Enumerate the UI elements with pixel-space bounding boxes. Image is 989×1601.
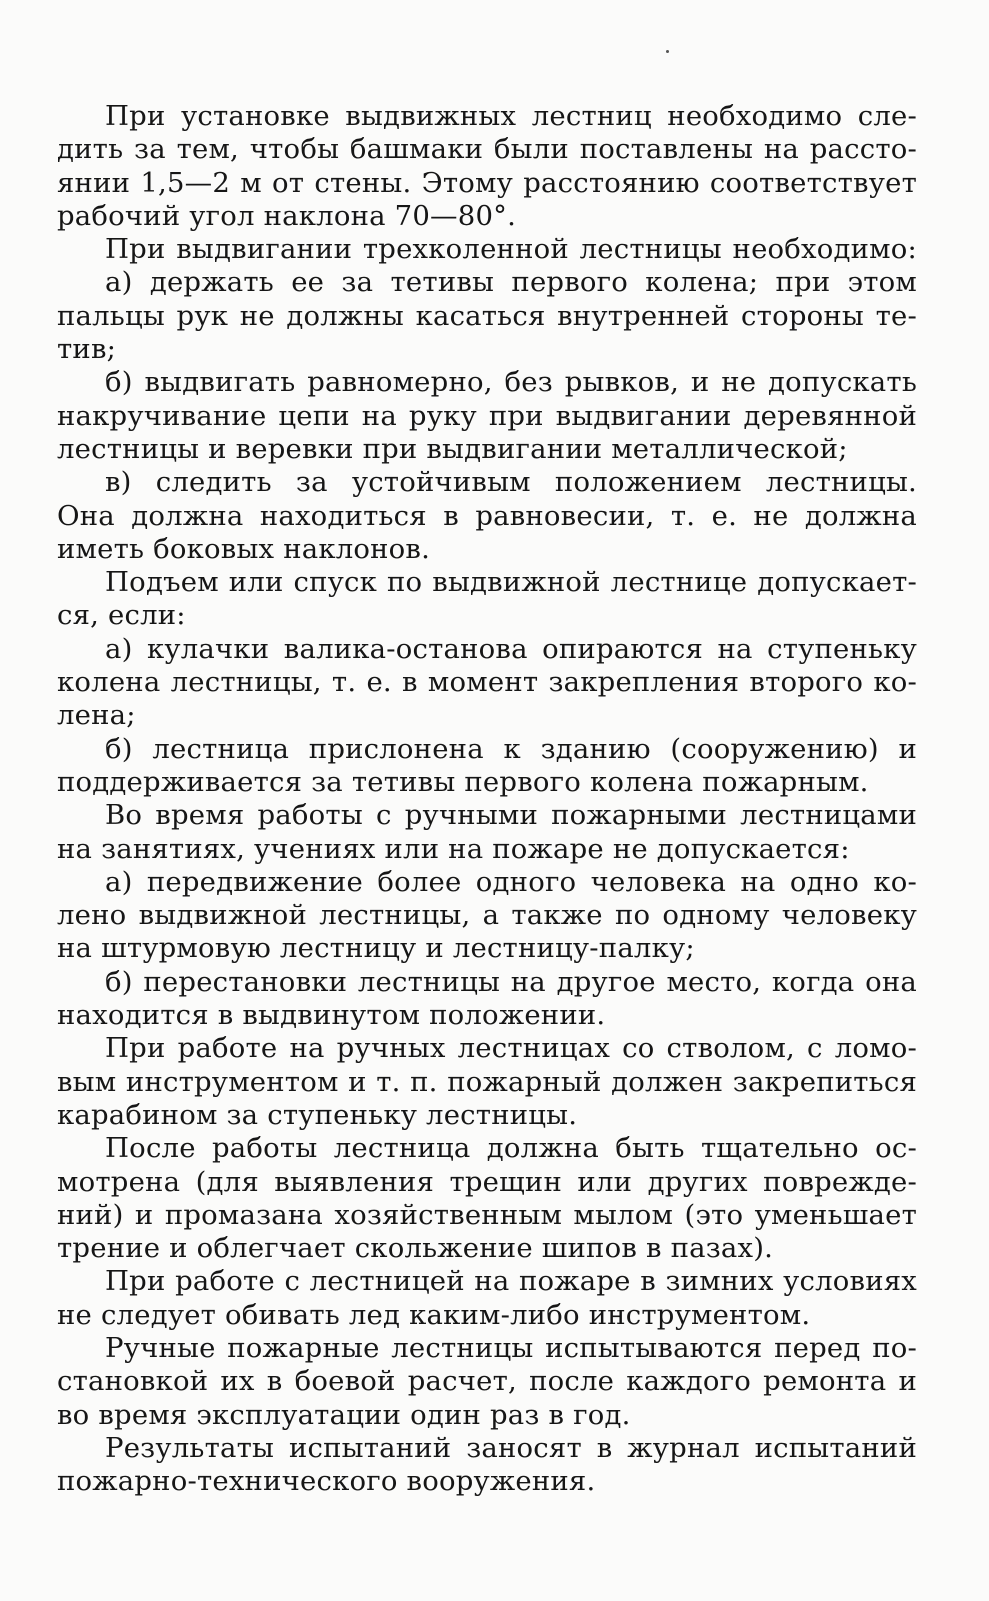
body-text [57, 100, 917, 1498]
text-line: на занятиях, учениях или на пожаре не допускается: [57, 832, 850, 865]
text-line: находится в выдвинутом положении. [57, 999, 606, 1032]
text-line: янии 1,5—2 м от стены. Этому расстоянию соответствует [57, 166, 917, 199]
text-line: трение и облегчает скольжение шипов в пазах). [57, 1232, 774, 1265]
text-line: При установке выдвижных лестниц необходимо сле- [105, 100, 917, 132]
text-line: рабочий угол наклона 70—80°. [57, 199, 517, 232]
text-line: б) выдвигать равномерно, без рывков, и не допускать [105, 366, 917, 399]
text-line: Ручные пожарные лестницы испытываются перед по- [105, 1331, 917, 1364]
text-line: не следует обивать лед каким-либо инструментом. [57, 1298, 811, 1331]
text-line: лено выдвижной лестницы, а также по одному человеку [57, 899, 917, 932]
text-line: мотрена (для выявления трещин или других поврежде- [57, 1165, 917, 1198]
text-line: пожарно-технического вооружения. [57, 1465, 596, 1498]
scan-speck [666, 50, 669, 53]
text-line: дить за тем, чтобы башмаки были поставлены на рассто- [57, 133, 917, 166]
text-line: При выдвигании трехколенной лестницы необходимо: [105, 233, 917, 266]
text-line: в) следить за устойчивым положением лестницы. [105, 466, 917, 499]
text-line: карабином за ступеньку лестницы. [57, 1098, 578, 1131]
text-line: ся, если: [57, 599, 186, 632]
text-line: После работы лестница должна быть тщательно ос- [105, 1132, 917, 1165]
text-line: б) лестница прислонена к зданию (сооружению) и [105, 732, 917, 765]
text-line: ний) и промазана хозяйственным мылом (это уменьшает [57, 1198, 917, 1231]
text-line: При работе с лестницей на пожаре в зимних условиях [105, 1265, 917, 1298]
text-line: вым инструментом и т. п. пожарный должен закрепиться [57, 1065, 917, 1098]
text-line: а) кулачки валика-останова опираются на ступеньку [105, 632, 917, 665]
text-line: При работе на ручных лестницах со стволом, с ломо- [105, 1032, 917, 1065]
text-line: тив; [57, 333, 117, 366]
text-line: во время эксплуатации один раз в год. [57, 1398, 631, 1431]
text-line: Подъем или спуск по выдвижной лестнице допускает- [105, 566, 917, 599]
text-line: колена лестницы, т. е. в момент закрепления второго ко- [57, 666, 917, 699]
text-line: лестницы и веревки при выдвигании металлической; [57, 432, 848, 465]
text-line: Во время работы с ручными пожарными лестницами [105, 799, 917, 832]
text-line: поддерживается за тетивы первого колена пожарным. [57, 765, 869, 798]
text-line: становкой их в боевой расчет, после каждого ремонта и [57, 1365, 917, 1398]
text-line: накручивание цепи на руку при выдвигании деревянной [57, 399, 917, 432]
text-line: иметь боковых наклонов. [57, 532, 431, 565]
text-line: а) держать ее за тетивы первого колена; при этом [105, 266, 917, 299]
text-line: б) перестановки лестницы на другое место, когда она [105, 965, 917, 998]
text-line: Результаты испытаний заносят в журнал испытаний [105, 1431, 917, 1464]
text-line: пальцы рук не должны касаться внутренней стороны те- [57, 299, 917, 332]
text-line: лена; [57, 699, 136, 732]
text-line: на штурмовую лестницу и лестницу-палку; [57, 932, 695, 965]
text-line: Она должна находиться в равновесии, т. е. не должна [57, 499, 917, 532]
text-line: а) передвижение более одного человека на одно ко- [105, 865, 917, 898]
